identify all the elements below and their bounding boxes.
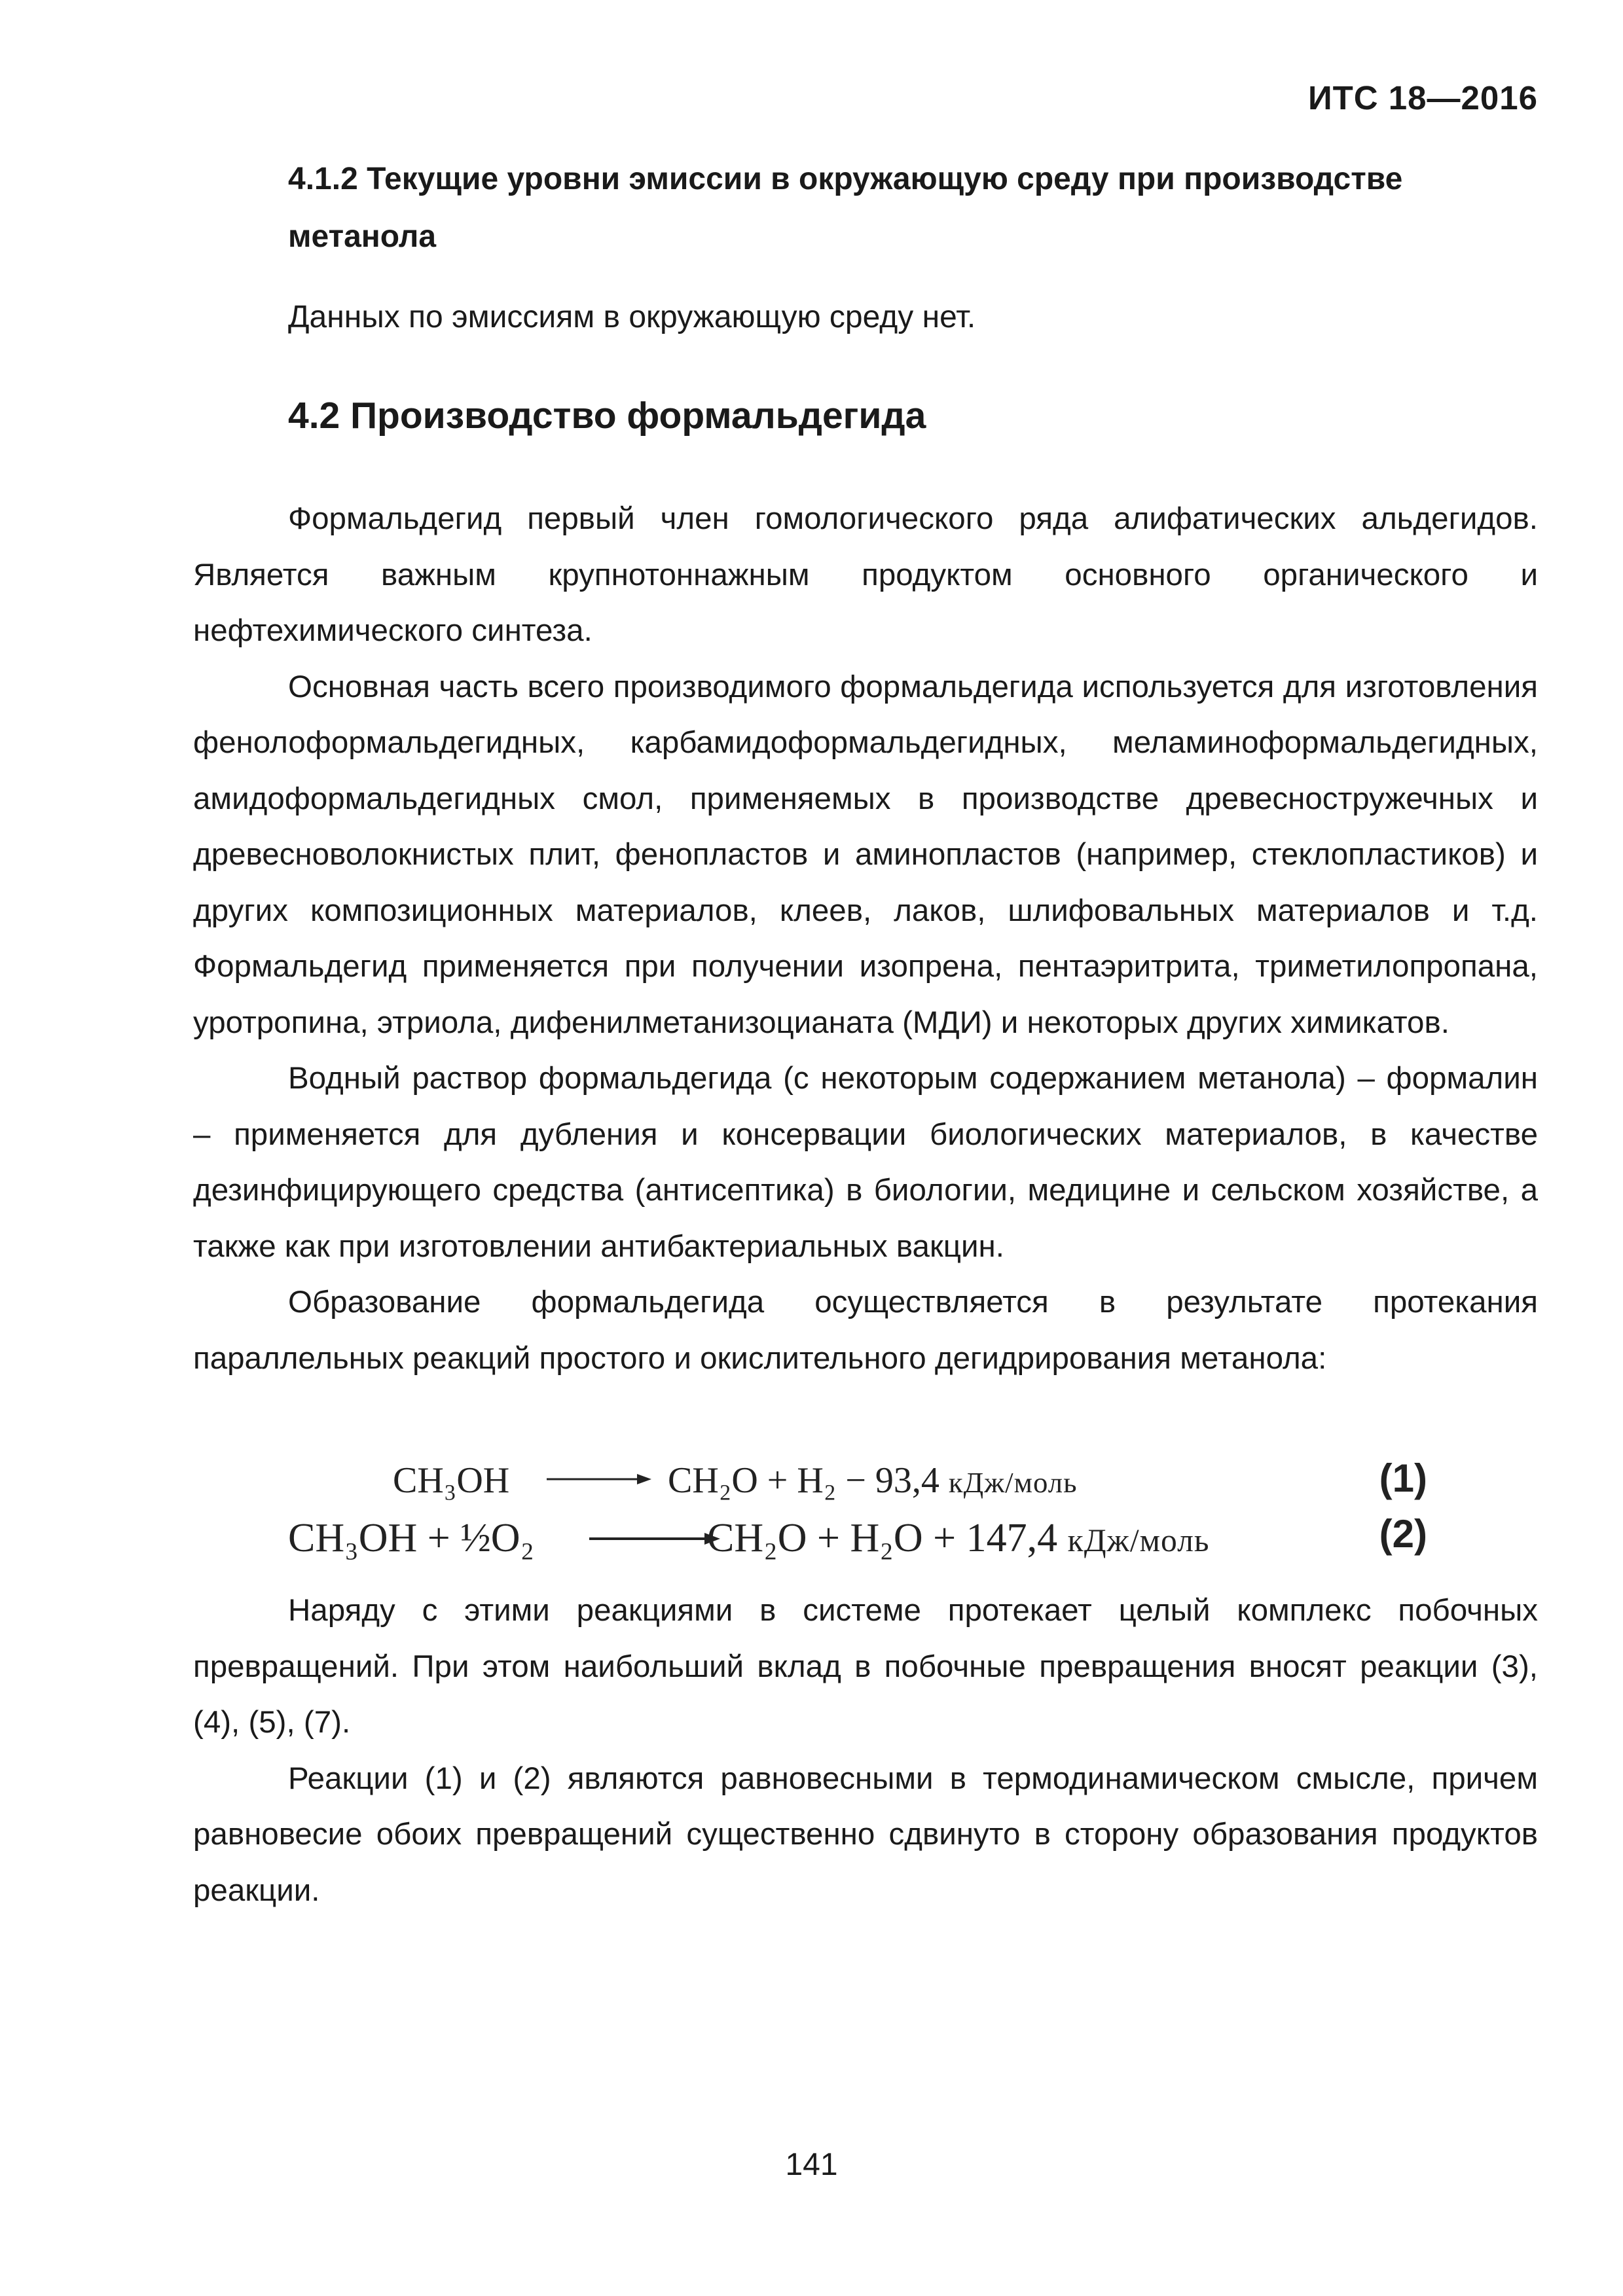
paragraph: Водный раствор формальдегида (с некоторым содержанием метанола) – формалин – применяется для дубления и консервации биологических материалов, в качестве дезинфицирующего средства (антисептика) в биологии, медицине и сельском хозяйстве, а также как при изготовлении антибактериальных вакцин. [193, 1061, 1538, 1264]
equation-lhs: CH₃OH + ½O₂ [288, 1516, 535, 1560]
paragraph: Реакции (1) и (2) являются равновесными в термодинамическом смысле, причем равновесие обоих превращений существенно сдвинуто в сторону образования продуктов реакции. [193, 1761, 1538, 1908]
page-number: 141 [785, 2147, 838, 2182]
paragraph: Наряду с этими реакциями в системе протекает целый комплекс побочных превращений. При этом наибольший вклад в побочные превращения вносят реакции (3), (4), (5), (7). [193, 1593, 1538, 1740]
reaction-equations [288, 1456, 1427, 1590]
section-heading: 4.2 Производство формальдегида [288, 395, 926, 437]
document-code: ИТС 18—2016 [1308, 79, 1538, 117]
equation-rhs: CH₂O + H₂ − 93,4 кДж/моль [668, 1460, 1078, 1501]
paragraph: Образование формальдегида осуществляется в результате протекания параллельных реакций простого и окислительного дегидрирования метанола: [193, 1285, 1538, 1376]
paragraph: Основная часть всего производимого формальдегида используется для изготовления фенолоформальдегидных, карбамидоформальдегидных, меламиноформальдегидных, амидоформальдегидных смол, применяемых в производстве древесностружечных и древесноволокнистых плит, фенопластов и аминопластов (например, стеклопластиков) и других композиционных материалов, клеев, лаков, шлифовальных материалов и т.д. Формальдегид применяется при получении изопрена, пентаэритрита, триметилопропана, уротропина, этриола, дифенилметанизоцианата (МДИ) и некоторых других химикатов. [193, 669, 1538, 1040]
paragraph-group-after-equations [193, 1583, 1538, 1918]
equation-lhs: CH₃OH [393, 1460, 510, 1501]
equation-units: кДж/моль [1067, 1522, 1210, 1558]
equation-number: (1) [1379, 1456, 1427, 1500]
equation-1 [288, 1456, 1427, 1518]
reaction-arrow-icon [589, 1526, 720, 1552]
paragraph-group-before-equations [193, 491, 1538, 1386]
reaction-arrow-icon [547, 1466, 651, 1492]
paragraph: Формальдегид первый член гомологического ряда алифатических альдегидов. Является важным крупнотоннажным продуктом основного органического и нефтехимического синтеза. [193, 501, 1538, 648]
equation-number: (2) [1379, 1512, 1427, 1556]
subsection-text: Данных по эмиссиям в окружающую среду нет. [288, 300, 976, 334]
equation-2 [288, 1512, 1427, 1574]
subsection-heading: 4.1.2 Текущие уровни эмиссии в окружающую среду при производстве метанола [288, 162, 1403, 254]
equation-rhs: CH₂O + H₂O + 147,4 кДж/моль [707, 1516, 1210, 1560]
equation-units: кДж/моль [948, 1466, 1078, 1499]
